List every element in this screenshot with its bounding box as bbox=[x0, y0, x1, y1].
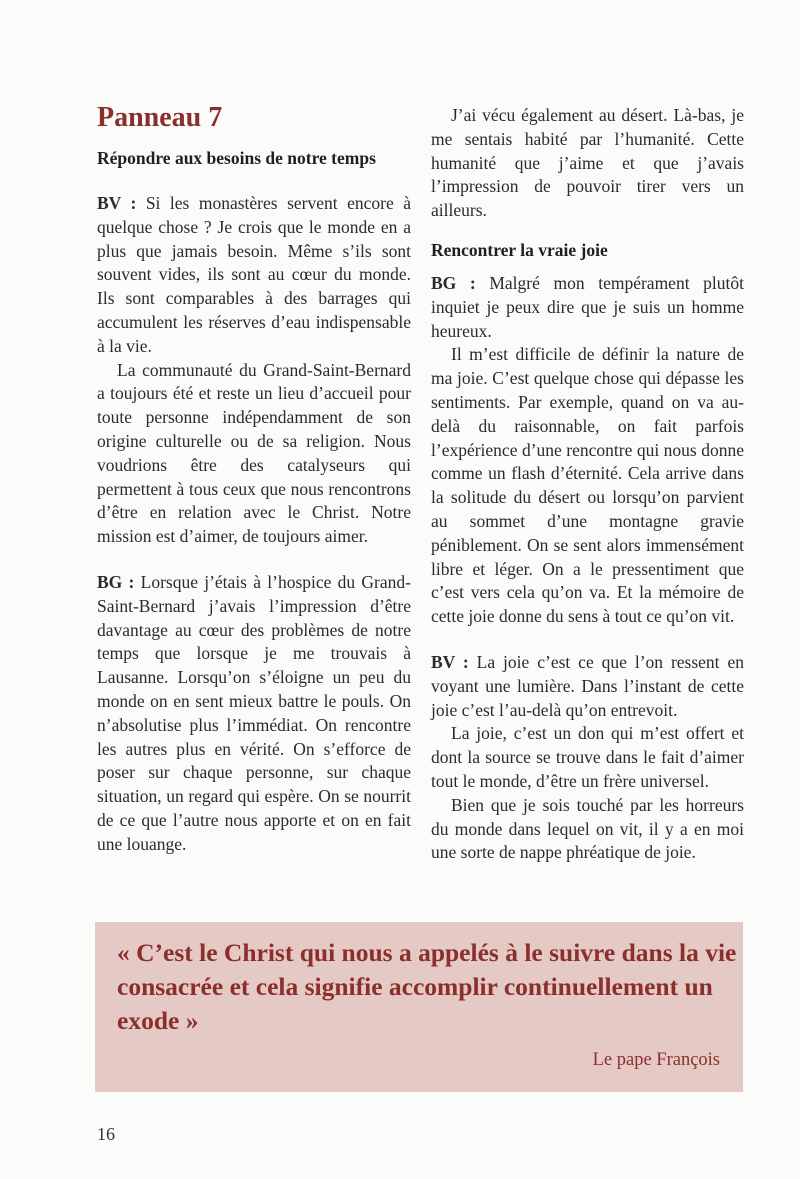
speaker-initials: BV : bbox=[97, 193, 137, 213]
paragraph-text: La joie c’est ce que l’on ressent en voyant une lumière. Dans l’instant de cette joie c’est l’au-delà qu’on entrevoit. bbox=[431, 651, 744, 720]
left-column bbox=[97, 100, 411, 857]
paragraph bbox=[97, 571, 411, 857]
paragraph-text: Malgré mon tempérament plutôt inquiet je peux dire que je suis un homme heureux. bbox=[431, 272, 744, 341]
paragraph bbox=[97, 192, 411, 359]
quote-text: « C’est le Christ qui nous a appelés à le suivre dans la vie consacrée et cela signifie accomplir continuellement un exode » bbox=[117, 938, 737, 1035]
speaker-initials: BG : bbox=[431, 272, 476, 293]
speaker-initials: BG : bbox=[97, 571, 135, 592]
paragraph bbox=[431, 651, 744, 722]
speaker-initials: BV : bbox=[431, 651, 469, 672]
paragraph bbox=[431, 272, 744, 343]
paragraph-text: Lorsque j’étais à l’hospice du Grand-Saint-Bernard j’avais l’impression d’être davantage au cœur des problèmes de notre temps que lorsque je me trouvais à Lausanne. Lorsqu’on s’éloigne un peu du monde on en sent mieux battre le pouls. On n’absolutise plus l’immédiat. On rencontre les autres plus en vérité. On s’efforce de poser sur chaque personne, sur chaque situation, un regard qui espère. On se nourrit de ce que l’autre nous apporte et on en fait une louange. bbox=[97, 571, 411, 854]
right-column bbox=[431, 104, 744, 865]
paragraph: Bien que je sois touché par les horreurs du monde dans lequel on vit, il y a en moi une sorte de nappe phréatique de joie. bbox=[431, 794, 744, 863]
quote-box bbox=[95, 922, 743, 1092]
paragraph: La joie, c’est un don qui m’est offert et dont la source se trouve dans le fait d’aimer tout le monde, d’être un frère universel. bbox=[431, 723, 744, 791]
section-heading: Répondre aux besoins de notre temps bbox=[97, 148, 376, 168]
quote-author: Le pape François bbox=[592, 1050, 720, 1070]
page-number: 16 bbox=[97, 1124, 115, 1144]
panel-title: Panneau 7 bbox=[97, 102, 223, 133]
paragraph: Il m’est difficile de définir la nature de ma joie. C’est quelque chose qui dépasse les sentiments. Par exemple, quand on va au-delà du raisonnable, on fait parfois l’expérience d’une rencontre qui nous donne comme un flash d’éternité. Cela arrive dans la solitude du désert ou lorsqu’on parvient au sommet d’une montagne gravie péniblement. On se sent alors immensément libre et léger. On a le pressentiment que c’est vers cela qu’on va. Et la mémoire de cette joie donne du sens à tout ce qu’on vit. bbox=[431, 344, 744, 627]
paragraph: La communauté du Grand-Saint-Bernard a toujours été et reste un lieu d’accueil pour toute personne indépendamment de son origine culturelle ou de sa religion. Nous voudrions être des catalyseurs qui permettent à tous ceux que nous rencontrons d’être en relation avec le Christ. Notre mission est d’aimer, de toujours aimer. bbox=[97, 359, 411, 547]
section-heading: Rencontrer la vraie joie bbox=[431, 239, 608, 260]
paragraph: J’ai vécu également au désert. Là-bas, je me sentais habité par l’humanité. Cette humanité que j’aime et que j’avais l’impression de pouvoir tirer vers un ailleurs. bbox=[431, 105, 744, 221]
paragraph-text: Si les monastères servent encore à quelque chose ? Je crois que le monde en a plus que jamais besoin. Même s’ils sont souvent vides, ils sont au cœur du monde. Ils sont comparables à des barrages qui accumulent les réserves d’eau indispensable à la vie. bbox=[97, 193, 411, 356]
